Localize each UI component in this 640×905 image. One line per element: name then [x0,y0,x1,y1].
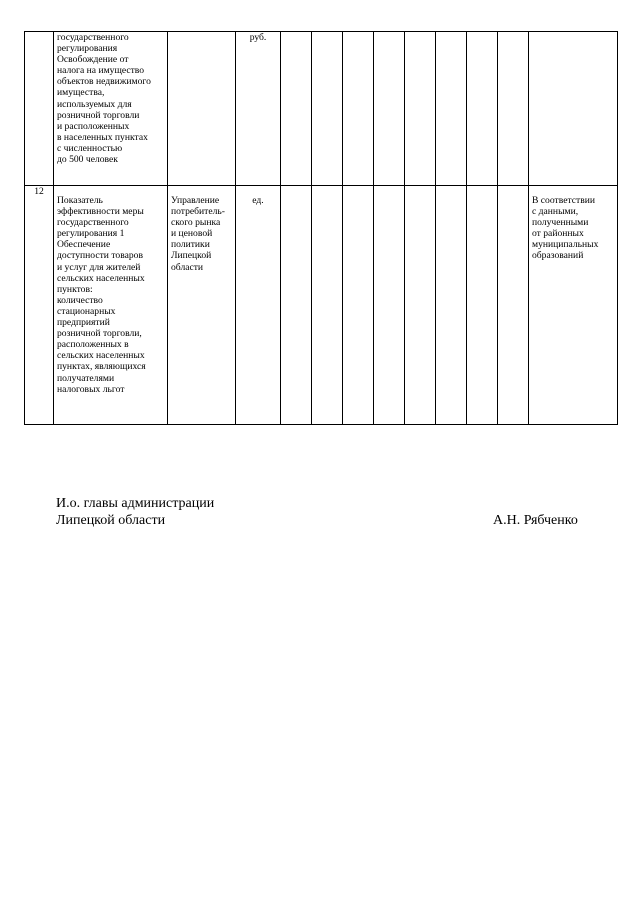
value-cell [467,186,498,425]
value-cell [405,186,436,425]
table-row [25,32,618,186]
indicator-text: государственного регулирования Освобождение от налога на имущество объектов недвижимого имущества, используемых для розничной торговли и расположенных в населенных пунктах с численностью до 500 человек [57,32,151,166]
note-cell [529,186,618,425]
indicators-table [24,31,618,425]
value-cell [343,186,374,425]
row-number-cell [25,32,54,186]
unit-cell: ед. [236,186,281,425]
value-cell [312,32,343,186]
value-cell [281,186,312,425]
value-cell [343,32,374,186]
row-number-cell: 12 [25,186,54,425]
signature-position-line2: Липецкой области [56,513,166,528]
note-text: В соответствии с данными, полученными от районных муниципальных образований [532,195,599,262]
value-cell [436,32,467,186]
signature-position-line1: И.о. главы администрации [56,496,215,511]
value-cell [436,186,467,425]
signature-name: А.Н. Рябченко [493,513,578,528]
signature-position [56,495,214,529]
responsible-cell [168,186,236,425]
value-cell [374,186,405,425]
responsible-text: Управление потребитель- ского рынка и ценовой политики Липецкой области [171,195,225,273]
indicator-text: Показатель эффективности меры государственного регулирования 1 Обеспечение доступности товаров и услуг для жителей сельских населенных пунктов: количество стационарных предприятий розничной торговли, расположенных в сельских населенных пунктах, являющихся получателями налоговых льгот [57,195,146,395]
unit-cell: руб. [236,32,281,186]
value-cell [374,32,405,186]
value-cell [498,32,529,186]
value-cell [312,186,343,425]
indicator-cell [54,186,168,425]
table-row [25,186,618,425]
responsible-cell [168,32,236,186]
value-cell [281,32,312,186]
value-cell [467,32,498,186]
value-cell [498,186,529,425]
value-cell [405,32,436,186]
note-cell [529,32,618,186]
indicator-cell [54,32,168,186]
